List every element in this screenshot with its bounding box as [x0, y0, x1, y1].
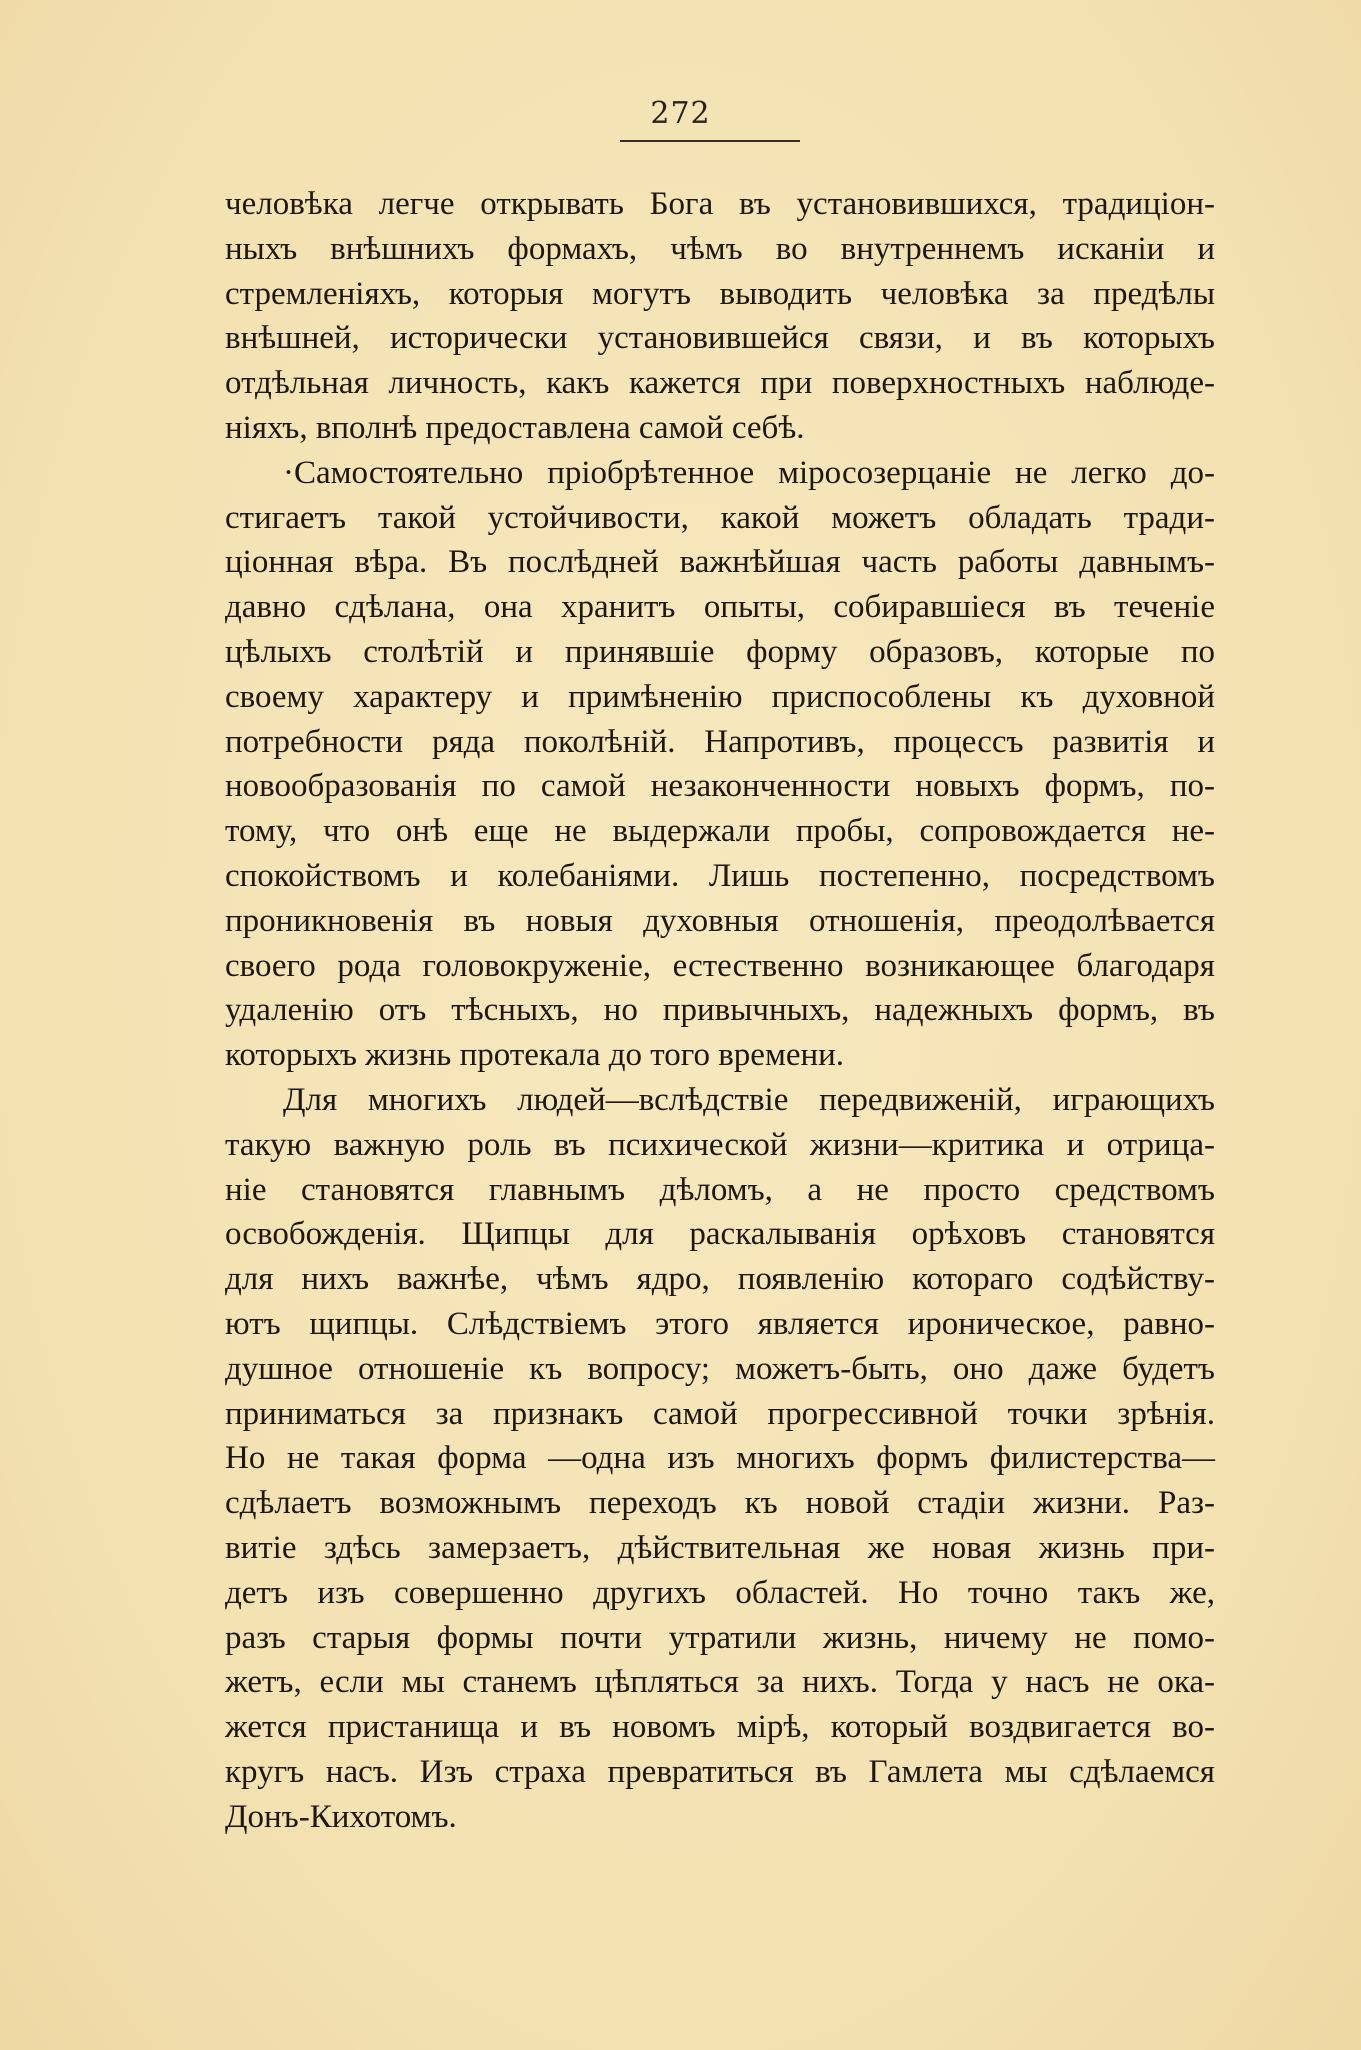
body-text	[225, 182, 1215, 1839]
text-line: разъ старыя формы почти утратили жизнь, ничему не помо-	[225, 1619, 1215, 1656]
text-line: ютъ щипцы. Слѣдствіемъ этого является ироническое, равно-	[225, 1305, 1215, 1342]
text-line: спокойствомъ и колебаніями. Лишь постепенно, посредствомъ	[225, 857, 1215, 894]
text-line: потребности ряда поколѣній. Напротивъ, процессъ развитія и	[225, 723, 1215, 760]
text-line: Донъ-Кихотомъ.	[225, 1798, 457, 1835]
text-line: витіе здѣсь замерзаетъ, дѣйствительная же новая жизнь при-	[225, 1529, 1215, 1566]
text-line: своему характеру и примѣненію приспособлены къ духовной	[225, 678, 1215, 715]
paragraph-3	[225, 1078, 1215, 1840]
header-rule	[620, 140, 800, 142]
text-line: давно сдѣлана, она хранитъ опыты, собиравшіеся въ теченіе	[225, 589, 1215, 626]
text-line: тому, что онѣ еще не выдержали пробы, сопровождается не-	[225, 813, 1215, 850]
text-line: кругъ насъ. Изъ страха превратиться въ Гамлета мы сдѣлаемся	[225, 1753, 1215, 1790]
text-line: жетъ, если мы станемъ цѣпляться за нихъ. Тогда у насъ не ока-	[225, 1664, 1215, 1701]
text-line: ціонная вѣра. Въ послѣдней важнѣйшая часть работы давнымъ-	[225, 544, 1215, 581]
text-line: сдѣлаетъ возможнымъ переходъ къ новой стадіи жизни. Раз-	[225, 1485, 1215, 1522]
text-line: для нихъ важнѣе, чѣмъ ядро, появленію котораго содѣйству-	[225, 1261, 1215, 1298]
text-line: жется пристанища и въ новомъ мірѣ, который воздвигается во-	[225, 1709, 1215, 1746]
text-line: такую важную роль въ психической жизни—критика и отрица-	[225, 1126, 1215, 1163]
text-line: удаленію отъ тѣсныхъ, но привычныхъ, надежныхъ формъ, въ	[225, 992, 1215, 1029]
text-line: которыхъ жизнь протекала до того времени.	[225, 1037, 845, 1074]
page-number: 272	[650, 96, 711, 131]
text-line: детъ изъ совершенно другихъ областей. Но точно такъ же,	[225, 1574, 1215, 1611]
paragraph-1	[225, 182, 1215, 451]
text-line: душное отношеніе къ вопросу; можетъ-быть, оно даже будетъ	[225, 1350, 1215, 1387]
text-line: человѣка легче открывать Бога въ установившихся, традиціон-	[225, 186, 1215, 222]
text-line: ніе становятся главнымъ дѣломъ, а не просто средствомъ	[225, 1171, 1215, 1208]
text-line: цѣлыхъ столѣтій и принявшіе форму образовъ, которые по	[225, 633, 1215, 670]
text-line: приниматься за признакъ самой прогрессивной точки зрѣнія.	[225, 1395, 1215, 1432]
text-line: внѣшней, исторически установившейся связи, и въ которыхъ	[225, 320, 1215, 357]
text-line: стремленіяхъ, которыя могутъ выводить человѣка за предѣлы	[225, 275, 1215, 312]
text-line: освобожденія. Щипцы для раскалыванія орѣховъ становятся	[225, 1216, 1215, 1253]
paragraph-2	[225, 451, 1215, 1078]
text-line: проникновенія въ новыя духовныя отношенія, преодолѣвается	[225, 902, 1215, 939]
text-line: отдѣльная личность, какъ кажется при поверхностныхъ наблюде-	[225, 365, 1215, 402]
text-line: своего рода головокруженіе, естественно возникающее благодаря	[225, 947, 1215, 984]
text-line: Но не такая форма —одна изъ многихъ формъ филистерства—	[225, 1440, 1215, 1477]
text-line: Для многихъ людей—вслѣдствіе передвиженій, играющихъ	[283, 1081, 1215, 1118]
text-line: ныхъ внѣшнихъ формахъ, чѣмъ во внутреннемъ исканіи и	[225, 230, 1215, 267]
text-line: ніяхъ, вполнѣ предоставлена самой себѣ.	[225, 409, 805, 446]
text-line: стигаетъ такой устойчивости, какой можетъ обладать тради-	[225, 499, 1215, 536]
text-line: новообразованія по самой незаконченности новыхъ формъ, по-	[225, 768, 1215, 805]
text-line: ·Самостоятельно пріобрѣтенное міросозерцаніе не легко до-	[283, 454, 1215, 491]
